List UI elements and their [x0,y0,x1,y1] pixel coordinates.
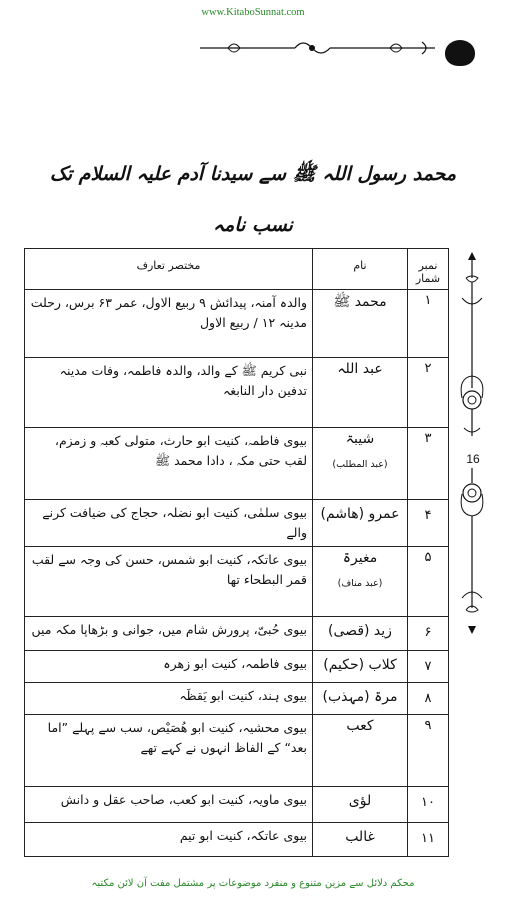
table-row [25,290,449,358]
row-name-text: عمرو (ھاشم) [320,506,400,522]
row-name [313,683,408,715]
row-name-text: شیبۃ [345,431,375,447]
row-name-text: زید (قصی) [328,623,392,639]
header-intro: مختصر تعارف [25,249,313,290]
row-name [313,428,408,500]
row-number: ۱۱ [408,823,449,857]
row-name-text: مغیرۃ [342,550,378,566]
page-title: محمد رسول اللہ ﷺ سے سیدنا آدم علیہ السلام تک [49,163,457,185]
row-intro: بیوی فاطمہ، کنیت ابو حارث، متولی کعبہ و زمزم، لقب حتی مکہ ، دادا محمد ﷺ [25,428,313,500]
row-name-text: محمد ﷺ [333,294,387,310]
row-number: ۹ [408,715,449,787]
row-number: ۴ [408,500,449,547]
header-num: نمبر شمار [408,249,449,290]
table-row [25,715,449,787]
row-intro: بیوی حُبیّ، پرورش شام میں، جوانی و بڑھاپا مکہ میں [25,617,313,651]
row-intro: بیوی محشیہ، کنیت ابو ھُصَیْص، سب سے پہلے ”اما بعد“ کے الفاظ انہوں نے کہے تھے [25,715,313,787]
row-name [313,787,408,823]
row-number: ۲ [408,358,449,428]
publisher-logo [445,40,475,66]
row-name-text: غالب [345,829,375,845]
row-intro: بیوی عاتکہ، کنیت ابو شمس، حسن کی وجہ سے لقب قمر البطحاء تھا [25,547,313,617]
row-intro: بیوی ہند، کنیت ابو یَقظَہ [25,683,313,715]
row-name [313,715,408,787]
table-row [25,358,449,428]
row-number: ۷ [408,651,449,683]
row-number: ۱ [408,290,449,358]
row-name [313,358,408,428]
row-intro: بیوی سلمٰی، کنیت ابو نضلہ، حجاج کی ضیافت کرنے والے [25,500,313,547]
ornament-divider [200,32,435,62]
table-row [25,500,449,547]
row-intro: بیوی عاتکہ، کنیت ابو تیم [25,823,313,857]
page-subtitle: نسب نامہ [213,214,293,236]
row-name [313,617,408,651]
row-number: ۵ [408,547,449,617]
side-ornament [454,248,490,638]
row-name [313,547,408,617]
table-row [25,787,449,823]
row-name-text: کلاب (حکیم) [323,657,397,673]
row-intro: بیوی ماویہ، کنیت ابو کعب، صاحب عقل و دانش [25,787,313,823]
table-header-row [25,249,449,290]
table-row [25,547,449,617]
row-number: ۸ [408,683,449,715]
row-name-text: عبد اللہ [337,361,383,377]
table-row [25,683,449,715]
table-row [25,651,449,683]
row-alias: (عبد مناف) [337,578,383,589]
genealogy-table [24,248,449,857]
row-alias: (عبد المطلب) [332,459,388,470]
row-intro: نبی کریم ﷺ کے والد، والدہ فاطمہ، وفات مدینہ تدفین دار النابغہ [25,358,313,428]
row-name-text: کعب [346,718,374,734]
row-number: ۱۰ [408,787,449,823]
page-number: 16 [458,452,488,466]
row-name [313,823,408,857]
row-name-text: لؤی [348,793,372,809]
table-row [25,823,449,857]
row-number: ۶ [408,617,449,651]
header-name: نام [313,249,408,290]
site-url[interactable]: www.KitaboSunnat.com [201,7,305,18]
row-intro: والدہ آمنہ، پیدائش ۹ ربیع الاول، عمر ۶۳ برس، رحلت مدینہ ۱۲ / ربیع الاول [25,290,313,358]
row-name [313,290,408,358]
table-row [25,428,449,500]
footer-text: محکم دلائل سے مزین متنوع و منفرد موضوعات پر مشتمل مفت آن لائن مکتبہ [91,878,415,889]
row-name [313,651,408,683]
row-number: ۳ [408,428,449,500]
row-name-text: مرۃ (مہذب) [322,689,398,705]
table-row [25,617,449,651]
row-name [313,500,408,547]
row-intro: بیوی فاطمہ، کنیت ابو زھرہ [25,651,313,683]
